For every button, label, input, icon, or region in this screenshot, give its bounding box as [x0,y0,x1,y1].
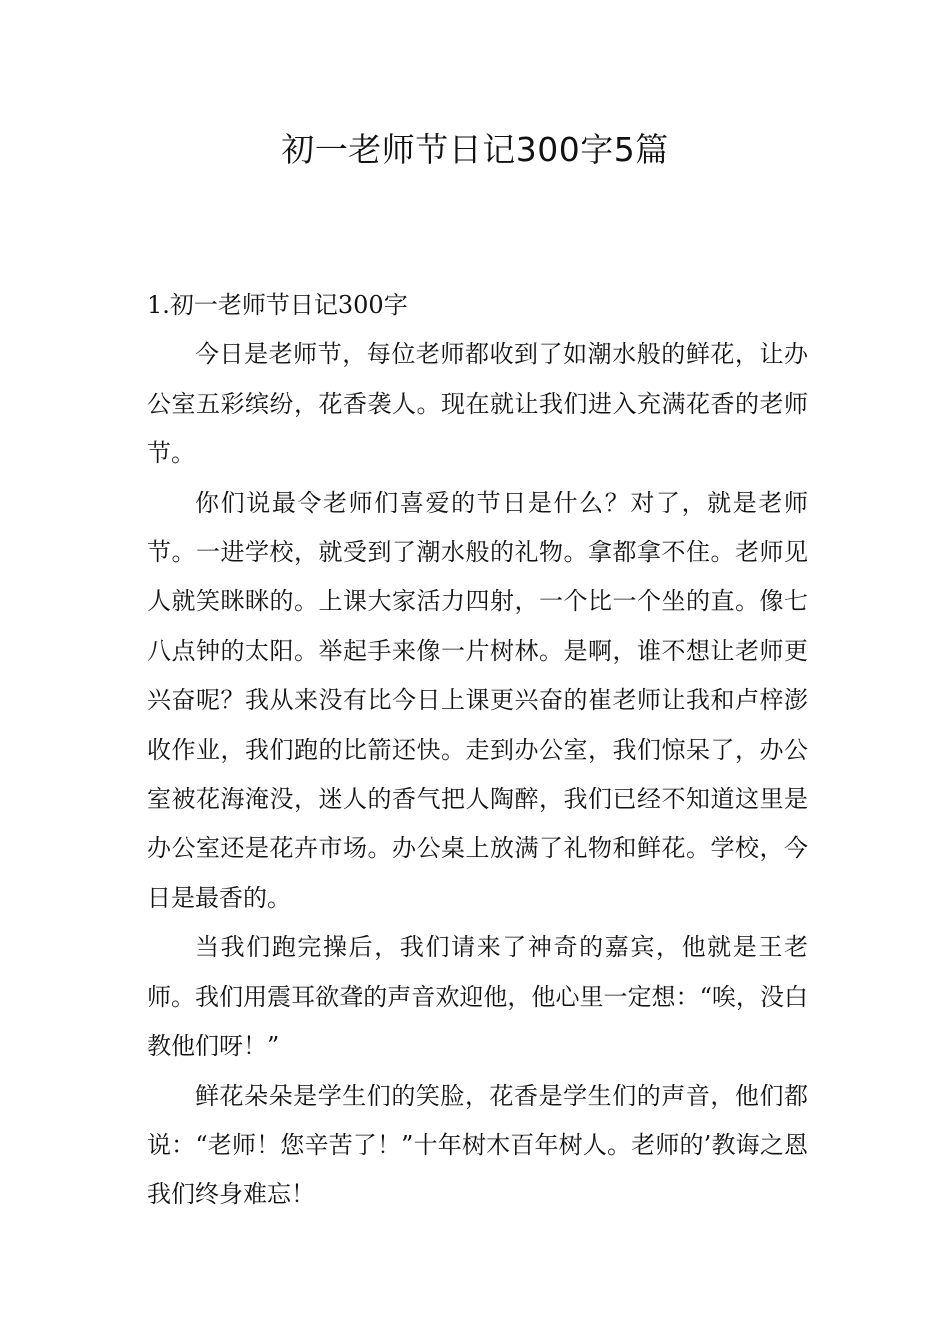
document-body [147,281,808,1220]
section-heading: 1.初一老师节日记300字 [147,291,408,319]
paragraph: 你们说最令老师们喜爱的节日是什么？对了，就是老师节。一进学校，就受到了潮水般的礼物。拿都拿不住。老师见人就笑眯眯的。上课大家活力四射，一个比一个坐的直。像七八点钟的太阳。举起手来像一片树林。是啊，谁不想让老师更兴奋呢？我从来没有比今日上课更兴奋的崔老师让我和卢梓澎收作业，我们跑的比箭还快。走到办公室，我们惊呆了，办公室被花海淹没，迷人的香气把人陶醉，我们已经不知道这里是办公室还是花卉市场。办公桌上放满了礼物和鲜花。学校，今日是最香的。 [147,488,808,912]
paragraph: 今日是老师节，每位老师都收到了如潮水般的鲜花，让办公室五彩缤纷，花香袭人。现在就让我们进入充满花香的老师节。 [147,340,808,468]
paragraph: 鲜花朵朵是学生们的笑脸，花香是学生们的声音，他们都说：“老师！您辛苦了！”十年树木百年树人。老师的’教诲之恩我们终身难忘！ [147,1081,808,1209]
paragraph: 当我们跑完操后，我们请来了神奇的嘉宾，他就是王老师。我们用震耳欲聋的声音欢迎他，他心里一定想：“唉，没白教他们呀！” [147,933,808,1061]
document-title: 初一老师节日记300字5篇 [281,130,669,169]
